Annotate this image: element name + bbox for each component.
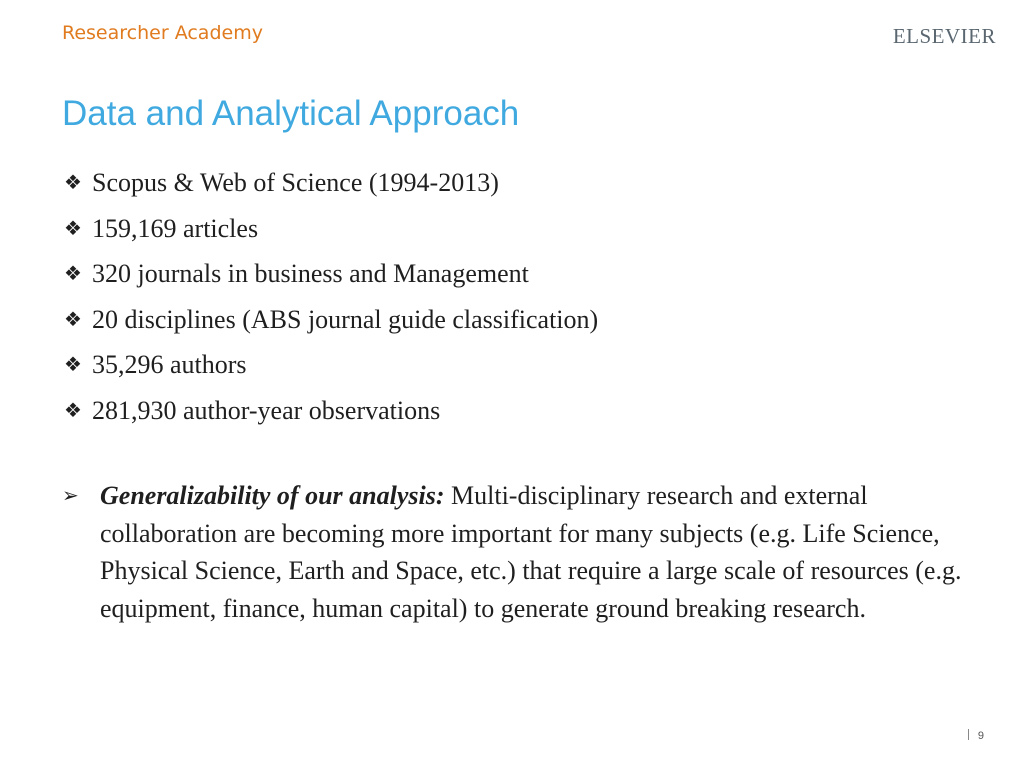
paragraph-label: Generalizability of our analysis: <box>100 481 445 510</box>
bullet-text: 281,930 author-year observations <box>92 395 441 425</box>
bullet-text: 320 journals in business and Management <box>92 259 529 288</box>
brand-logo: Researcher Academy <box>62 22 263 44</box>
bullet-text: 159,169 articles <box>92 213 259 243</box>
diamond-bullet-icon: ❖ <box>64 306 82 331</box>
list-item <box>64 388 598 434</box>
list-item <box>64 206 598 252</box>
bullet-text: 20 disciplines (ABS journal guide classification) <box>92 304 599 334</box>
bullet-text: 35,296 authors <box>92 350 247 379</box>
slide-title: Data and Analytical Approach <box>62 94 520 133</box>
generalizability-paragraph <box>62 477 962 627</box>
paragraph-body: Multi-disciplinary research and external collaboration are becoming more important for many subjects (e.g. Life Science, Physical Science, Earth and Space, etc.) that require a large scale of resources (e.g. equipment, finance, human capital) to generate ground breaking research. <box>100 481 962 623</box>
diamond-bullet-icon: ❖ <box>64 170 82 194</box>
page-number <box>968 729 984 742</box>
page-separator <box>968 729 969 740</box>
bullet-list <box>64 160 598 433</box>
diamond-bullet-icon: ❖ <box>64 215 82 240</box>
paragraph-text <box>100 477 962 627</box>
page-number-value: 9 <box>977 730 984 742</box>
diamond-bullet-icon: ❖ <box>64 352 82 376</box>
list-item <box>64 251 598 297</box>
diamond-bullet-icon: ❖ <box>64 397 82 422</box>
arrow-bullet-icon: ➢ <box>62 483 79 507</box>
bullet-text: Scopus & Web of Science (1994-2013) <box>92 168 499 197</box>
diamond-bullet-icon: ❖ <box>64 261 82 285</box>
list-item <box>64 160 598 206</box>
list-item <box>64 297 598 343</box>
publisher-logo: ELSEVIER <box>892 24 996 48</box>
list-item <box>64 342 598 388</box>
